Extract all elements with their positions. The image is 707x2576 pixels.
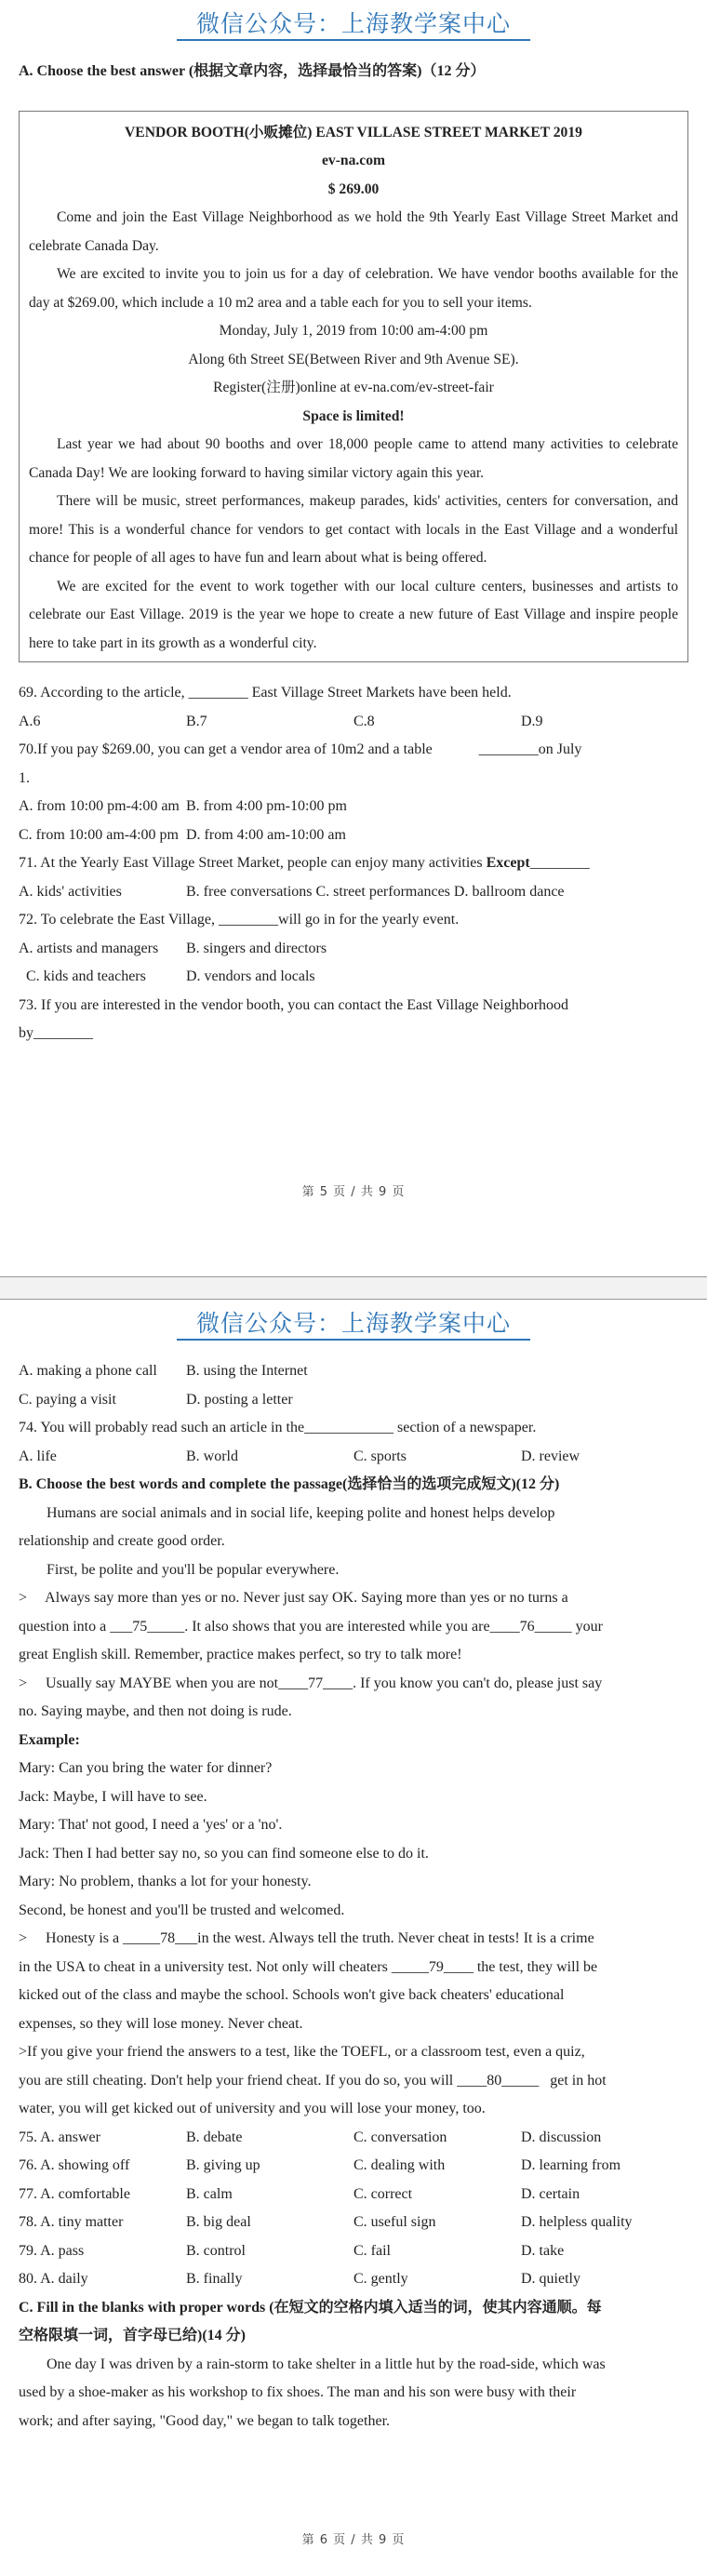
options-78 <box>19 2209 688 2237</box>
header-underline <box>177 39 530 41</box>
question-70-tail: ________on July <box>478 741 582 757</box>
dialog-line: Jack: Maybe, I will have to see. <box>19 1788 207 1805</box>
option: D. from 4:00 am-10:00 am <box>186 826 346 843</box>
page-5-content <box>19 58 688 1048</box>
option: D. vendors and locals <box>186 968 315 984</box>
question-71 <box>19 849 688 878</box>
option: B. calm <box>186 2185 233 2202</box>
option: B. free conversations C. street performances D. ballroom dance <box>186 883 565 900</box>
option: A. artists and managers <box>19 940 159 956</box>
dialog-line: Mary: No problem, thanks a lot for your honesty. <box>19 1874 312 1889</box>
option: C. dealing with <box>354 2157 446 2173</box>
page-separator <box>0 1276 707 1300</box>
ad-paragraph-1: Come and join the East Village Neighborhood as we hold the 9th Yearly East Village Street Market and celebrate Canada Day. <box>29 209 678 254</box>
section-a-heading: A. Choose the best answer (根据文章内容，选择最恰当的答案)（12 分） <box>19 63 486 79</box>
ad-limited: Space is limited! <box>302 407 405 424</box>
passage-line: you are still cheating. Don't help your friend cheat. If you do so, you will ____80_____ get in hot <box>19 2072 607 2089</box>
question-72-options-1 <box>19 935 688 964</box>
option: B. from 4:00 pm-10:00 pm <box>186 798 347 814</box>
passage-line: > Honesty is a _____78___in the west. Always tell the truth. Never cheat in tests! It is a crime <box>19 1930 594 1946</box>
options-76 <box>19 2152 688 2181</box>
option: D. helpless quality <box>521 2214 633 2230</box>
option: C. gently <box>354 2271 408 2287</box>
ad-paragraph-4: There will be music, street performances, makeup parades, kids' activities, centers for conversation, and more! This is a wonderful chance for vendors to get contact with locals in the East Village and a wonderful chance for people of all ages to have fun and learn about what is being offered. <box>29 493 678 566</box>
option: A. making a phone call <box>19 1363 157 1379</box>
passage-line: no. Saying maybe, and then not doing is rude. <box>19 1703 292 1719</box>
dialog-line: Mary: Can you bring the water for dinner? <box>19 1760 273 1776</box>
option: 76. A. showing off <box>19 2157 130 2173</box>
page-5 <box>0 0 707 1276</box>
section-c-heading-line-2: 空格限填一词，首字母已给)(14 分) <box>19 2328 246 2343</box>
passage-line: relationship and create good order. <box>19 1533 225 1549</box>
page-header-title: 微信公众号：上海教学案中心 <box>195 1310 511 1337</box>
example-label: Example: <box>19 1731 80 1748</box>
passage-line: > Usually say MAYBE when you are not____77____. If you know you can't do, please just say <box>19 1675 603 1691</box>
passage-line: >If you give your friend the answers to a test, like the TOEFL, or a classroom test, even a quiz, <box>19 2044 585 2060</box>
question-69: 69. According to the article, ________ East Village Street Markets have been held. <box>19 685 512 701</box>
option: A.6 <box>19 713 41 729</box>
option: C.8 <box>354 713 375 729</box>
question-73-options-1 <box>19 1357 688 1386</box>
option: D. take <box>521 2242 565 2259</box>
ad-date: Monday, July 1, 2019 from 10:00 am-4:00 pm <box>219 323 488 339</box>
option: D. certain <box>521 2185 580 2202</box>
header-underline <box>177 1339 530 1341</box>
option: B. big deal <box>186 2214 251 2230</box>
question-70-options-1 <box>19 793 688 821</box>
page-6 <box>0 1300 707 2576</box>
question-71-options <box>19 878 688 907</box>
option: B. world <box>186 1448 238 1464</box>
question-70-line-2: 1. <box>19 769 30 786</box>
option: C. useful sign <box>354 2214 436 2230</box>
option: B. control <box>186 2242 246 2259</box>
option: D. learning from <box>521 2157 621 2173</box>
passage-line: water, you will get kicked out of university and you will lose your money, too. <box>19 2101 486 2116</box>
option: D. discussion <box>521 2129 602 2145</box>
dialog-line: Mary: That' not good, I need a 'yes' or a 'no'. <box>19 1817 283 1833</box>
options-79 <box>19 2237 688 2266</box>
page-6-content <box>19 1357 688 2436</box>
option: D. posting a letter <box>186 1391 293 1408</box>
passage-line: > Always say more than yes or no. Never just say OK. Saying more than yes or no turns a <box>19 1590 568 1606</box>
section-c-heading: C. Fill in the blanks with proper words (在短文的空格内填入适当的词，使其内容通顺。每 <box>19 2299 602 2316</box>
question-73: 73. If you are interested in the vendor booth, you can contact the East Village Neighborhood <box>19 996 569 1013</box>
passage-line: expenses, so they will lose money. Never cheat. <box>19 2015 303 2032</box>
passage-line: Humans are social animals and in social life, keeping polite and honest helps develop <box>47 1504 555 1521</box>
option: 79. A. pass <box>19 2242 85 2259</box>
dialog-line: Jack: Then I had better say no, so you can find someone else to do it. <box>19 1845 429 1862</box>
question-71-blank: ________ <box>529 855 590 871</box>
option: B. finally <box>186 2271 243 2287</box>
question-71-text: 71. At the Yearly East Village Street Market, people can enjoy many activities <box>19 855 487 871</box>
ad-paragraph-5: We are excited for the event to work together with our local culture centers, businesses and artists to celebrate our East Village. 2019 is the year we hope to create a new future of East Village and inspire people here to take part in its growth as a wonderful city. <box>29 578 678 651</box>
option: D. quietly <box>521 2271 580 2287</box>
option: 80. A. daily <box>19 2271 88 2287</box>
question-70 <box>19 736 688 765</box>
question-74-options <box>19 1443 688 1472</box>
ad-site: ev-na.com <box>322 153 385 168</box>
passage-line: work; and after saying, "Good day," we began to talk together. <box>19 2412 391 2429</box>
ad-place: Along 6th Street SE(Between River and 9th Avenue SE). <box>188 351 519 367</box>
question-71-except: Except <box>486 855 530 871</box>
question-74: 74. You will probably read such an article in the____________ section of a newspaper. <box>19 1420 537 1435</box>
options-77 <box>19 2181 688 2209</box>
option: C. correct <box>354 2185 413 2202</box>
option: B.7 <box>186 713 207 729</box>
ad-price: $ 269.00 <box>327 180 380 197</box>
passage-line: used by a shoe-maker as his workshop to fix shoes. The man and his son were busy with their <box>19 2384 577 2400</box>
option: B. debate <box>186 2129 243 2145</box>
question-70-text: 70.If you pay $269.00, you can get a vendor area of 10m2 and a table <box>19 741 433 757</box>
ad-register: Register(注册)online at ev-na.com/ev-street-fair <box>213 380 494 395</box>
option: 77. A. comfortable <box>19 2185 130 2202</box>
question-69-options <box>19 708 688 737</box>
option: 75. A. answer <box>19 2129 100 2145</box>
advertisement-box <box>19 111 688 663</box>
question-73-options-2 <box>19 1386 688 1415</box>
ad-title: VENDOR BOOTH(小贩摊位) EAST VILLASE STREET MARKET 2019 <box>125 124 582 140</box>
option: A. kids' activities <box>19 883 122 900</box>
passage-line: One day I was driven by a rain-storm to take shelter in a little hut by the road-side, which was <box>47 2356 606 2372</box>
option: C. kids and teachers <box>19 968 146 984</box>
option: C. sports <box>354 1448 407 1464</box>
options-75 <box>19 2124 688 2153</box>
question-72: 72. To celebrate the East Village, ________will go in for the yearly event. <box>19 912 460 928</box>
ad-paragraph-2: We are excited to invite you to join us for a day of celebration. We have vendor booths available for the day at $269.00, which include a 10 m2 area and a table each for you to sell your items. <box>29 266 678 311</box>
option: C. conversation <box>354 2129 447 2145</box>
passage-line: in the USA to cheat in a university test. Not only will cheaters _____79____ the test, they will be <box>19 1958 598 1975</box>
ad-paragraph-3: Last year we had about 90 booths and over 18,000 people came to attend many activities to celebrate Canada Day! We are looking forward to having similar victory again this year. <box>29 436 678 481</box>
option: D. review <box>521 1448 580 1464</box>
option: C. paying a visit <box>19 1391 116 1408</box>
option: B. singers and directors <box>186 940 327 956</box>
page-6-footer: 第 6 页 / 共 9 页 <box>301 2533 406 2547</box>
dialog-line: Second, be honest and you'll be trusted and welcomed. <box>19 1902 345 1918</box>
options-80 <box>19 2265 688 2294</box>
option: B. giving up <box>186 2157 260 2173</box>
question-70-options-2 <box>19 821 688 850</box>
option: A. life <box>19 1448 57 1464</box>
passage-line: kicked out of the class and maybe the school. Schools won't give back cheaters' educational <box>19 1987 565 2003</box>
section-b-heading: B. Choose the best words and complete the passage(选择恰当的选项完成短文)(12 分) <box>19 1476 560 1492</box>
option: 78. A. tiny matter <box>19 2214 124 2230</box>
passage-line: question into a ___75_____. It also shows that you are interested while you are____76_____ your <box>19 1618 603 1635</box>
option: C. from 10:00 am-4:00 pm <box>19 826 179 843</box>
page-5-footer: 第 5 页 / 共 9 页 <box>301 1185 406 1199</box>
option: B. using the Internet <box>186 1363 308 1379</box>
option: C. fail <box>354 2242 391 2259</box>
question-72-options-2 <box>19 963 688 992</box>
question-73-line-2: by________ <box>19 1025 93 1041</box>
passage-line: great English skill. Remember, practice makes perfect, so try to talk more! <box>19 1647 462 1662</box>
page-header-title: 微信公众号：上海教学案中心 <box>195 10 511 37</box>
option: D.9 <box>521 713 543 729</box>
option: A. from 10:00 pm-4:00 am <box>19 798 180 814</box>
passage-line: First, be polite and you'll be popular everywhere. <box>47 1561 340 1578</box>
